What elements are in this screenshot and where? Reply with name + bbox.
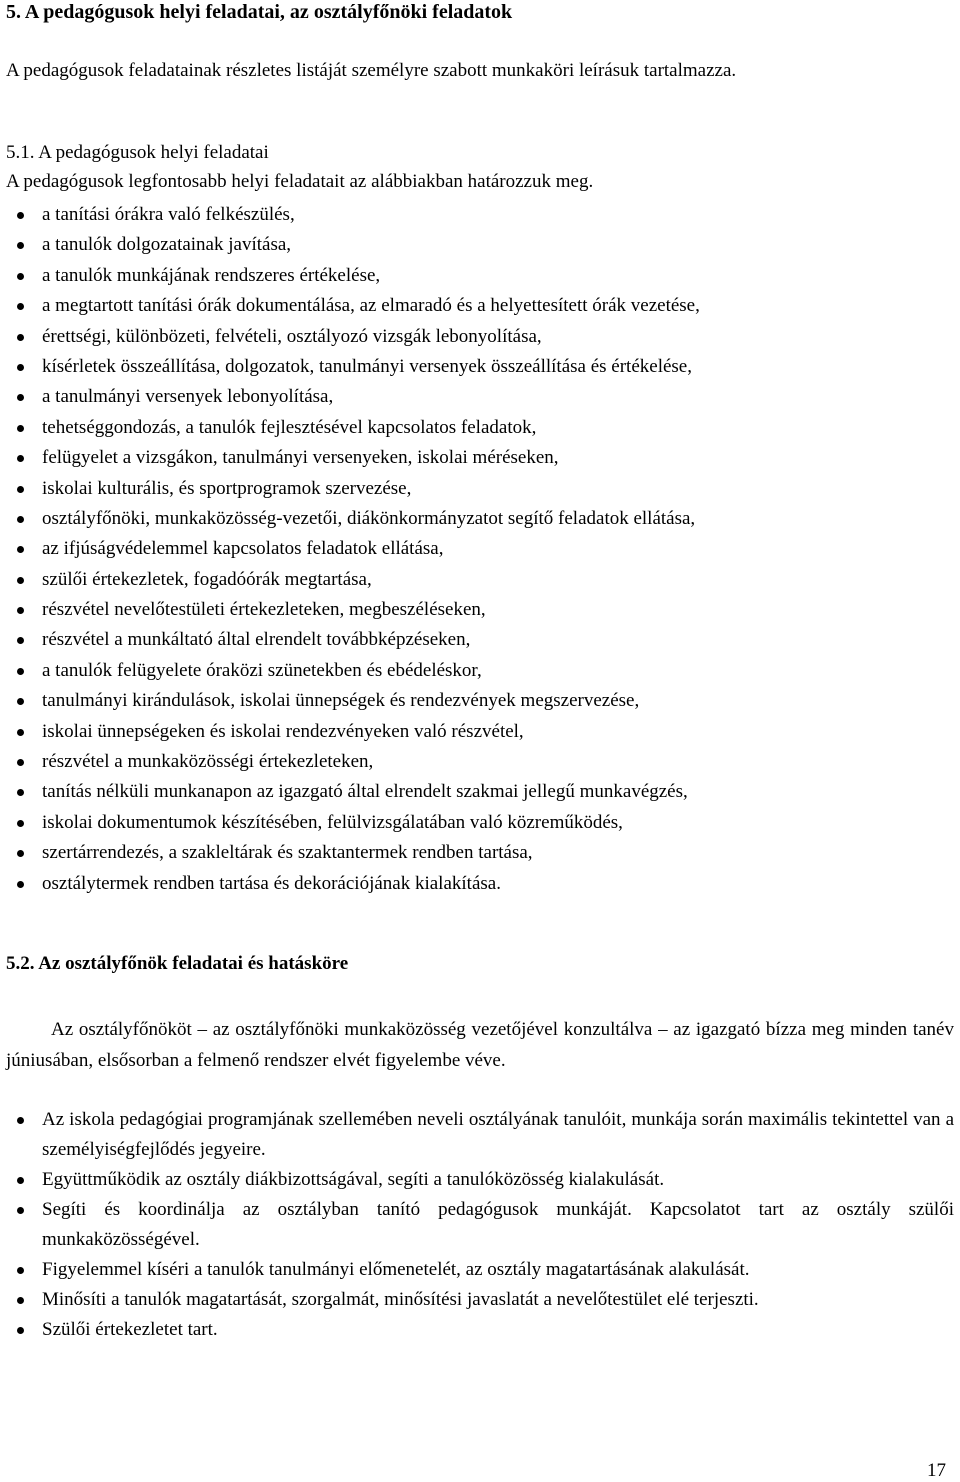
list-item: részvétel nevelőtestületi értekezleteken, megbeszéléseken, — [6, 595, 954, 625]
bullet-icon — [17, 455, 24, 462]
bullet-icon — [17, 334, 24, 341]
bullet-icon — [17, 273, 24, 280]
list-item: tanítás nélküli munkanapon az igazgató által elrendelt szakmai jellegű munkavégzés, — [6, 777, 954, 807]
list-item: osztályfőnöki, munkaközösség-vezetői, diákönkormányzatot segítő feladatok ellátása, — [6, 504, 954, 534]
list-item: Figyelemmel kíséri a tanulók tanulmányi előmenetelét, az osztály magatartásának alakulását. — [6, 1255, 954, 1285]
section-2-paragraph: Az osztályfőnököt – az osztályfőnöki munkaközösség vezetőjével konzultálva – az igazgató bízza meg minden tanév júniusában, elsősorban a felmenő rendszer elvét figyelembe véve. — [6, 1019, 954, 1071]
list-item: Segíti és koordinálja az osztályban tanító pedagógusok munkáját. Kapcsolatot tart az osztály szülői munkaközösségével. — [6, 1195, 954, 1255]
list-item: Minősíti a tanulók magatartását, szorgalmát, minősítési javaslatát a nevelőtestület elé terjeszti. — [6, 1285, 954, 1315]
section-2-heading: 5.2. Az osztályfőnök feladatai és hatásköre — [6, 953, 349, 974]
list-item: kísérletek összeállítása, dolgozatok, tanulmányi versenyek összeállítása és értékelése, — [6, 352, 954, 382]
bullet-icon — [17, 850, 24, 857]
bullet-icon — [17, 759, 24, 766]
bullet-icon — [17, 577, 24, 584]
list-item: Együttműködik az osztály diákbizottságával, segíti a tanulóközösség kialakulását. — [6, 1165, 954, 1195]
section-2-list — [6, 1105, 954, 1345]
bullet-icon — [17, 1117, 24, 1124]
bullet-icon — [17, 1267, 24, 1274]
bullet-icon — [17, 1207, 24, 1214]
list-item: az ifjúságvédelemmel kapcsolatos feladatok ellátása, — [6, 534, 954, 564]
list-item: a tanítási órákra való felkészülés, — [6, 200, 954, 230]
bullet-icon — [17, 637, 24, 644]
bullet-icon — [17, 1297, 24, 1304]
bullet-icon — [17, 668, 24, 675]
list-item: részvétel a munkaközösségi értekezleteken, — [6, 747, 954, 777]
bullet-icon — [17, 364, 24, 371]
bullet-icon — [17, 607, 24, 614]
list-item: érettségi, különbözeti, felvételi, osztályozó vizsgák lebonyolítása, — [6, 322, 954, 352]
main-heading: 5. A pedagógusok helyi feladatai, az osztályfőnöki feladatok — [6, 1, 513, 23]
list-item: tehetséggondozás, a tanulók fejlesztésével kapcsolatos feladatok, — [6, 413, 954, 443]
list-item: Az iskola pedagógiai programjának szellemében neveli osztályának tanulóit, munkája során maximális tekintettel van a személyiségfejlődés jegyeire. — [6, 1105, 954, 1165]
list-item: a megtartott tanítási órák dokumentálása, az elmaradó és a helyettesített órák vezetése, — [6, 291, 954, 321]
section-1-heading: 5.1. A pedagógusok helyi feladatai — [6, 142, 269, 163]
list-item: iskolai kulturális, és sportprogramok szervezése, — [6, 474, 954, 504]
bullet-icon — [17, 1327, 24, 1334]
list-item: részvétel a munkáltató által elrendelt továbbképzéseken, — [6, 625, 954, 655]
bullet-icon — [17, 881, 24, 888]
bullet-icon — [17, 1177, 24, 1184]
list-item: iskolai ünnepségeken és iskolai rendezvényeken való részvétel, — [6, 717, 954, 747]
list-item: felügyelet a vizsgákon, tanulmányi versenyeken, iskolai méréseken, — [6, 443, 954, 473]
section-1-lead: A pedagógusok legfontosabb helyi feladatait az alábbiakban határozzuk meg. — [6, 171, 594, 192]
bullet-icon — [17, 486, 24, 493]
bullet-icon — [17, 698, 24, 705]
bullet-icon — [17, 303, 24, 310]
list-item: iskolai dokumentumok készítésében, felülvizsgálatában való közreműködés, — [6, 808, 954, 838]
section-1-list — [6, 200, 954, 899]
bullet-icon — [17, 789, 24, 796]
list-item: a tanulók felügyelete óraközi szünetekben és ebédeléskor, — [6, 656, 954, 686]
list-item: Szülői értekezletet tart. — [6, 1315, 954, 1345]
page-number: 17 — [927, 1460, 946, 1481]
list-item: a tanulók munkájának rendszeres értékelése, — [6, 261, 954, 291]
list-item: szülői értekezletek, fogadóórák megtartása, — [6, 565, 954, 595]
bullet-icon — [17, 546, 24, 553]
bullet-icon — [17, 212, 24, 219]
bullet-icon — [17, 516, 24, 523]
bullet-icon — [17, 394, 24, 401]
bullet-icon — [17, 729, 24, 736]
list-item: szertárrendezés, a szakleltárak és szaktantermek rendben tartása, — [6, 838, 954, 868]
list-item: osztálytermek rendben tartása és dekorációjának kialakítása. — [6, 869, 954, 899]
list-item: a tanulmányi versenyek lebonyolítása, — [6, 382, 954, 412]
list-item: tanulmányi kirándulások, iskolai ünnepségek és rendezvények megszervezése, — [6, 686, 954, 716]
intro-paragraph: A pedagógusok feladatainak részletes listáját személyre szabott munkaköri leírásuk tartalmazza. — [6, 60, 737, 81]
bullet-icon — [17, 425, 24, 432]
list-item: a tanulók dolgozatainak javítása, — [6, 230, 954, 260]
bullet-icon — [17, 242, 24, 249]
bullet-icon — [17, 820, 24, 827]
